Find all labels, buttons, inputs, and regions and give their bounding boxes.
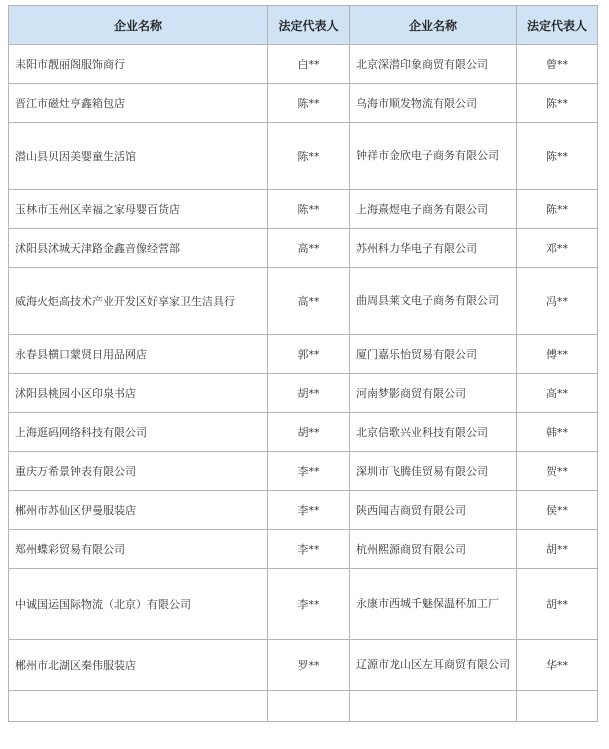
company-name-cell: 乌海市顺发物流有限公司 xyxy=(350,84,517,123)
company-name-cell: 北京信歌兴业科技有限公司 xyxy=(350,413,517,452)
company-name-cell: 永春县横口蒙贤日用品网店 xyxy=(9,335,268,374)
company-name-cell: 威海火炬高技术产业开发区好享家卫生洁具行 xyxy=(9,268,268,335)
legal-rep-cell: 郭** xyxy=(268,335,350,374)
header-legal-rep-2: 法定代表人 xyxy=(517,6,598,45)
legal-rep-cell: 陈** xyxy=(268,84,350,123)
header-company-name-2: 企业名称 xyxy=(350,6,517,45)
table-row xyxy=(9,452,598,491)
company-name-cell: 郴州市北湖区秦伟服装店 xyxy=(9,640,268,691)
table-row xyxy=(9,84,598,123)
table-row xyxy=(9,491,598,530)
legal-rep-cell: 胡** xyxy=(517,569,598,640)
company-name-cell: 耒阳市靓丽阁服饰商行 xyxy=(9,45,268,84)
legal-rep-cell: 陈** xyxy=(268,123,350,190)
company-name-cell: 玉林市玉州区幸福之家母婴百货店 xyxy=(9,190,268,229)
legal-rep-cell: 胡** xyxy=(268,374,350,413)
legal-rep-cell: 傅** xyxy=(517,335,598,374)
company-name-cell: 苏州科力华电子有限公司 xyxy=(350,229,517,268)
table-row xyxy=(9,123,598,190)
table-row xyxy=(9,413,598,452)
company-name-cell: 郑州蝶彩贸易有限公司 xyxy=(9,530,268,569)
legal-rep-cell: 胡** xyxy=(268,413,350,452)
legal-rep-cell: 李** xyxy=(268,452,350,491)
legal-rep-cell: 侯** xyxy=(517,491,598,530)
company-name-cell: 郴州市苏仙区伊曼服装店 xyxy=(9,491,268,530)
company-name-cell: 沭阳县桃园小区印泉书店 xyxy=(9,374,268,413)
legal-rep-cell: 高** xyxy=(517,374,598,413)
header-company-name-1: 企业名称 xyxy=(9,6,268,45)
empty-cell xyxy=(517,691,598,722)
table-row xyxy=(9,190,598,229)
company-name-cell: 沭阳县沭城天津路金鑫音像经营部 xyxy=(9,229,268,268)
company-name-cell: 辽源市龙山区左耳商贸有限公司 xyxy=(350,640,517,691)
empty-cell xyxy=(268,691,350,722)
table-row xyxy=(9,691,598,722)
legal-rep-cell: 陈** xyxy=(517,84,598,123)
company-name-cell: 钟祥市金欣电子商务有限公司 xyxy=(350,123,517,190)
legal-rep-cell: 曾** xyxy=(517,45,598,84)
legal-rep-cell: 陈** xyxy=(268,190,350,229)
legal-rep-cell: 罗** xyxy=(268,640,350,691)
legal-rep-cell: 陈** xyxy=(517,190,598,229)
legal-rep-cell: 李** xyxy=(268,530,350,569)
table-row xyxy=(9,229,598,268)
company-name-cell: 上海熹煜电子商务有限公司 xyxy=(350,190,517,229)
legal-rep-cell: 高** xyxy=(268,268,350,335)
legal-rep-cell: 李** xyxy=(268,491,350,530)
empty-cell xyxy=(9,691,268,722)
table-row xyxy=(9,374,598,413)
company-name-cell: 永康市西城千魅保温杯加工厂 xyxy=(350,569,517,640)
company-name-cell: 河南梦影商贸有限公司 xyxy=(350,374,517,413)
table-row xyxy=(9,335,598,374)
legal-rep-cell: 陈** xyxy=(517,123,598,190)
table-row xyxy=(9,45,598,84)
table-row xyxy=(9,569,598,640)
legal-rep-cell: 冯** xyxy=(517,268,598,335)
legal-rep-cell: 华** xyxy=(517,640,598,691)
header-legal-rep-1: 法定代表人 xyxy=(268,6,350,45)
company-table xyxy=(8,5,598,722)
company-name-cell: 深圳市飞腾佳贸易有限公司 xyxy=(350,452,517,491)
company-name-cell: 北京深潜印象商贸有限公司 xyxy=(350,45,517,84)
legal-rep-cell: 高** xyxy=(268,229,350,268)
legal-rep-cell: 李** xyxy=(268,569,350,640)
legal-rep-cell: 韩** xyxy=(517,413,598,452)
company-name-cell: 厦门嘉乐怡贸易有限公司 xyxy=(350,335,517,374)
legal-rep-cell: 贺** xyxy=(517,452,598,491)
company-name-cell: 陕西闻吉商贸有限公司 xyxy=(350,491,517,530)
company-name-cell: 重庆万希景钟表有限公司 xyxy=(9,452,268,491)
legal-rep-cell: 邓** xyxy=(517,229,598,268)
company-name-cell: 杭州熙源商贸有限公司 xyxy=(350,530,517,569)
company-name-cell: 潜山县贝因美婴童生活馆 xyxy=(9,123,268,190)
table-row xyxy=(9,640,598,691)
company-name-cell: 晋江市磁灶亨鑫箱包店 xyxy=(9,84,268,123)
company-name-cell: 曲周县莱文电子商务有限公司 xyxy=(350,268,517,335)
legal-rep-cell: 白** xyxy=(268,45,350,84)
company-name-cell: 上海逛码网络科技有限公司 xyxy=(9,413,268,452)
table-row xyxy=(9,268,598,335)
legal-rep-cell: 胡** xyxy=(517,530,598,569)
empty-cell xyxy=(350,691,517,722)
company-name-cell: 中诚国运国际物流（北京）有限公司 xyxy=(9,569,268,640)
table-header-row xyxy=(9,6,598,45)
table-row xyxy=(9,530,598,569)
